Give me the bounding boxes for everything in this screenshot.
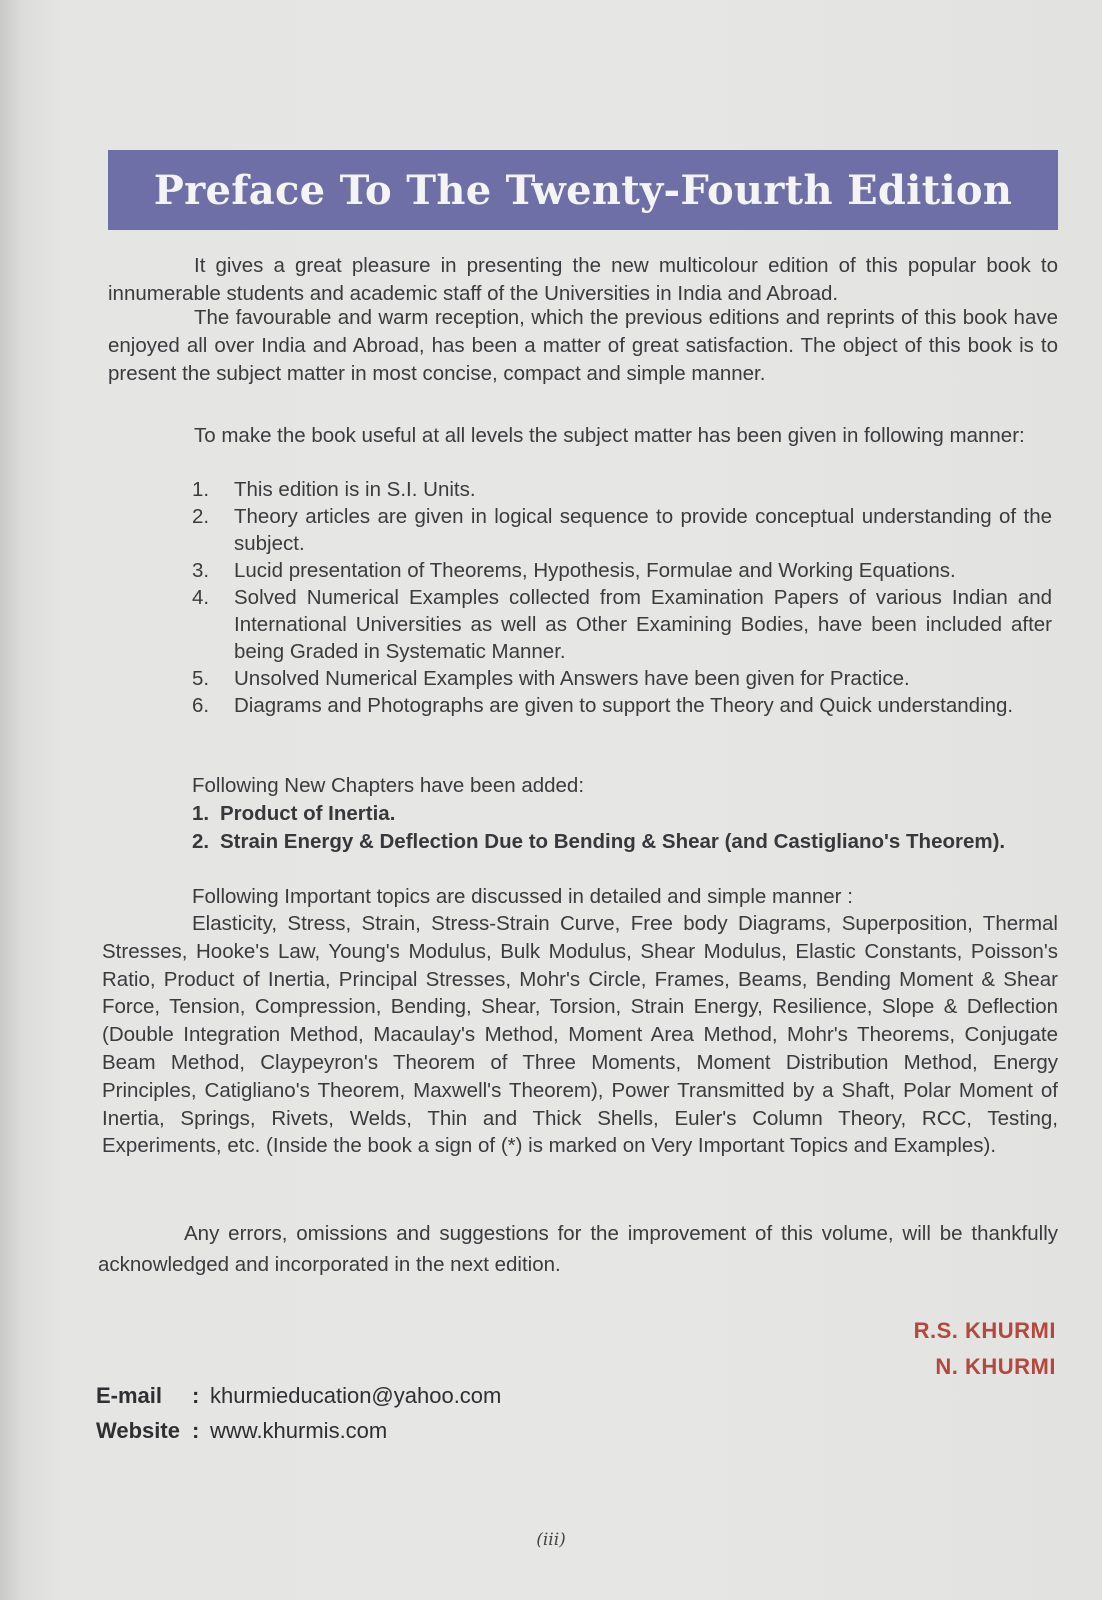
website-separator: :	[192, 1418, 200, 1443]
author-name: R.S. KHURMI	[913, 1318, 1056, 1343]
usefulness-paragraph: To make the book useful at all levels the subject matter has been given in following manner:	[194, 424, 1025, 447]
list-item-text: Solved Numerical Examples collected from Examination Papers of various Indian and International Universities as well as Other Examining Bodies, have been included after being Graded in Systematic Manner.	[234, 586, 1052, 663]
closing-paragraph: Any errors, omissions and suggestions for the improvement of this volume, will be thankfully acknowledged and incorporated in the next edition.	[98, 1222, 1058, 1276]
list-item-text: This edition is in S.I. Units.	[234, 478, 476, 501]
email-row	[96, 1383, 501, 1409]
website-label: Website	[96, 1418, 180, 1443]
new-chapter-number: 1.	[192, 802, 210, 825]
list-item	[192, 692, 1052, 719]
email-address[interactable]: khurmieducation@yahoo.com	[210, 1383, 502, 1408]
title-banner	[108, 150, 1058, 230]
list-item-number: 4.	[192, 586, 210, 609]
list-item	[192, 476, 1052, 503]
new-chapter-title: Product of Inertia.	[220, 802, 396, 825]
topics-paragraph: Elasticity, Stress, Strain, Stress-Strain Curve, Free body Diagrams, Superposition, Thermal Stresses, Hooke's Law, Young's Modulus, Bulk Modulus, Shear Modulus, Elastic Constants, Poisson's Ratio, Product of Inertia, Principal Stresses, Mohr's Circle, Frames, Beams, Bending Moment & Shear Force, Tension, Compression, Bending, Shear, Torsion, Strain Energy, Resilience, Slope & Deflection (Double Integration Method, Macaulay's Method, Moment Area Method, Mohr's Theorems, Conjugate Beam Method, Claypeyron's Theorem of Three Moments, Moment Distribution Method, Energy Principles, Catigliano's Theorem, Maxwell's Theorem), Power Transmitted by a Shaft, Polar Moment of Inertia, Springs, Rivets, Welds, Thin and Thick Shells, Euler's Column Theory, RCC, Testing, Experiments, etc. (Inside the book a sign of (*) is marked on Very Important Topics and Examples).	[102, 912, 1058, 1158]
features-list	[192, 476, 1052, 719]
email-separator: :	[192, 1383, 200, 1408]
author-name: N. KHURMI	[935, 1354, 1056, 1379]
list-item	[192, 584, 1052, 665]
new-chapter-title: Strain Energy & Deflection Due to Bending & Shear (and Castigliano's Theorem).	[220, 830, 1006, 853]
list-item-number: 5.	[192, 667, 210, 690]
topics-heading: Following Important topics are discussed in detailed and simple manner :	[192, 885, 853, 908]
list-item	[192, 665, 1052, 692]
reception-paragraph: The favourable and warm reception, which the previous editions and reprints of this book have enjoyed all over India and Abroad, has been a matter of great satisfaction. The object of this book is to present the subject matter in most concise, compact and simple manner.	[108, 306, 1058, 385]
intro-paragraph: It gives a great pleasure in presenting the new multicolour edition of this popular book to innumerable students and academic staff of the Universities in India and Abroad.	[108, 254, 1058, 305]
new-chapter-item	[192, 828, 1062, 856]
list-item-number: 2.	[192, 505, 210, 528]
website-row	[96, 1418, 387, 1444]
page-number: (iii)	[536, 1530, 566, 1550]
list-item-text: Theory articles are given in logical sequence to provide conceptual understanding of the subject.	[234, 505, 1052, 555]
list-item-number: 1.	[192, 478, 210, 501]
new-chapter-item	[192, 800, 1062, 828]
list-item-text: Lucid presentation of Theorems, Hypothesis, Formulae and Working Equations.	[234, 559, 956, 582]
list-item	[192, 557, 1052, 584]
list-item-text: Diagrams and Photographs are given to support the Theory and Quick understanding.	[234, 694, 1014, 717]
website-url[interactable]: www.khurmis.com	[210, 1418, 388, 1443]
list-item-text: Unsolved Numerical Examples with Answers have been given for Practice.	[234, 667, 910, 690]
page-title: Preface To The Twenty-Fourth Edition	[153, 166, 1013, 214]
new-chapters-heading: Following New Chapters have been added:	[192, 774, 585, 797]
list-item-number: 3.	[192, 559, 210, 582]
new-chapters-list	[192, 800, 1062, 856]
new-chapter-number: 2.	[192, 830, 210, 853]
email-label: E-mail	[96, 1383, 163, 1408]
list-item	[192, 503, 1052, 557]
list-item-number: 6.	[192, 694, 210, 717]
